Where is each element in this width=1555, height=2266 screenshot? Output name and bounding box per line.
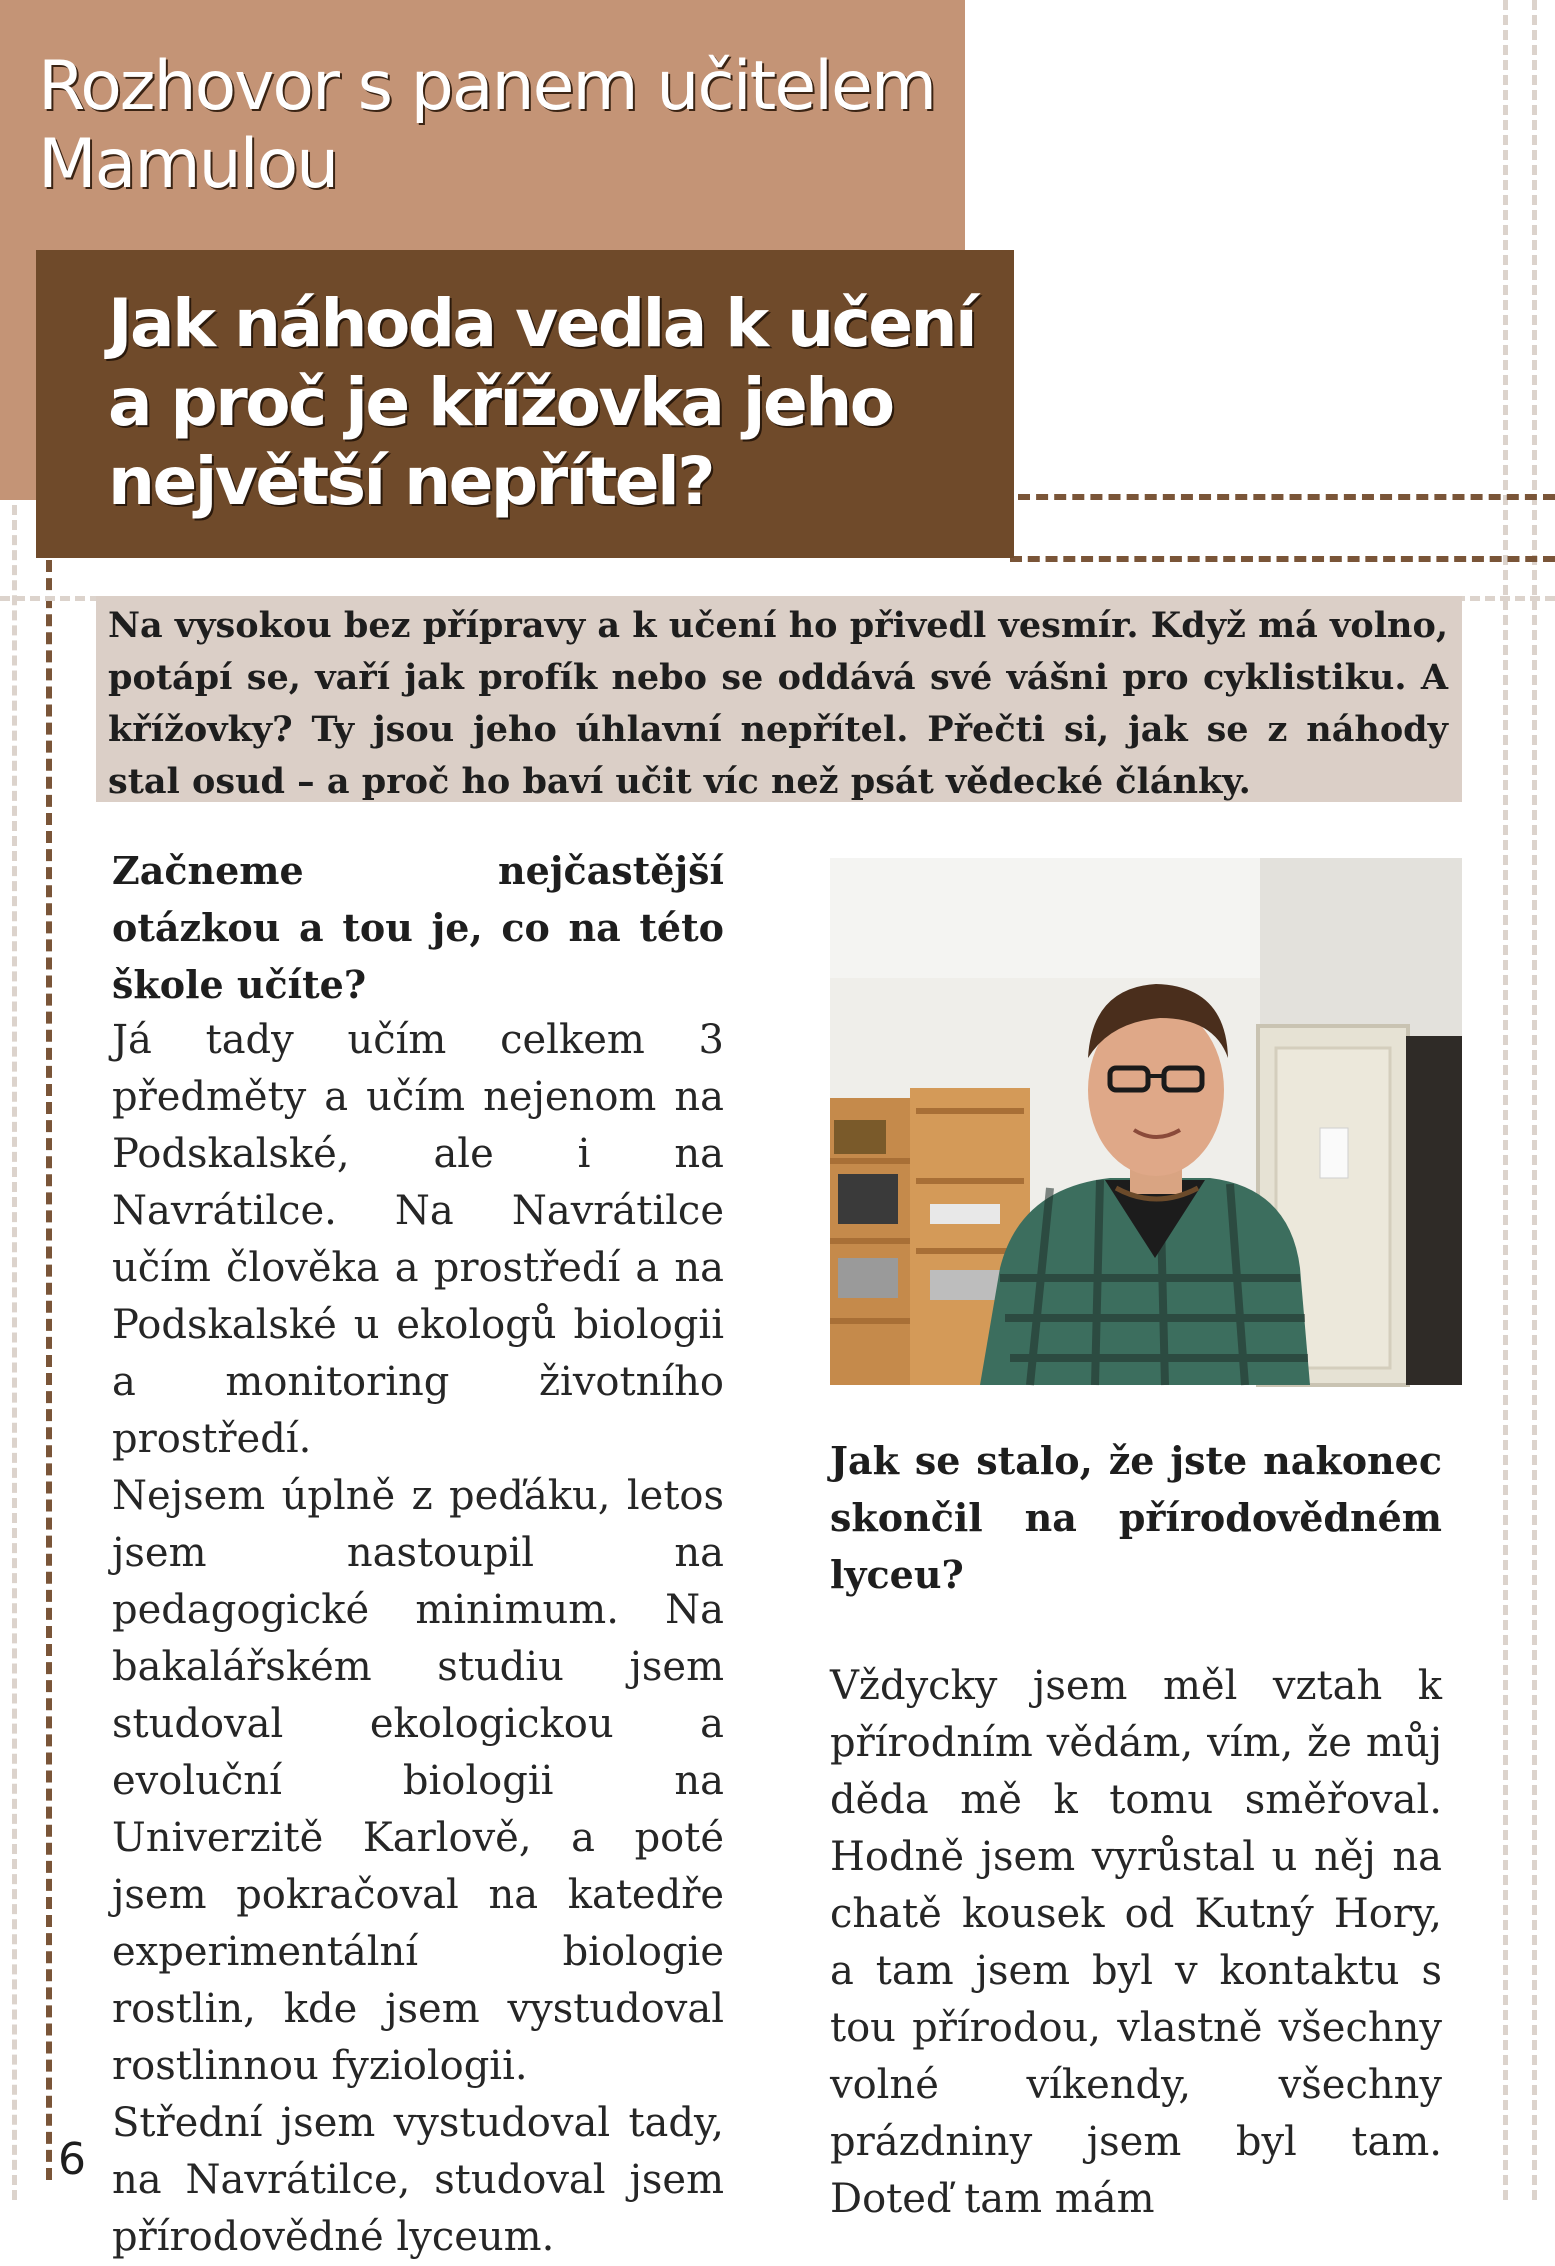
answer-1-paragraph-2: Nejsem úplně z peďáku, letos jsem nastoupil na pedagogické minimum. Na bakalářském studiu jsem studoval ekologickou a evoluční biologii na Univerzitě Karlově, a poté jsem pokračoval na katedře experimentální biologie rostlin, kde jsem vystudoval rostlinnou fyziologii. [112,1473,724,2089]
page-title: Rozhovor s panem učitelem Mamulou [38,47,936,204]
article-subtitle: Jak náhoda vedla k učení a proč je křížovka jeho největší nepřítel? [108,285,976,520]
question-1: Začneme nejčastější otázkou a tou je, co na této škole učíte? [112,848,724,1007]
dashed-line-top-dark [1010,556,1555,562]
answer-1-paragraph-3: Střední jsem vystudoval tady, na Navrátilce, studoval jsem přírodovědné lyceum. [112,2100,724,2260]
dashed-line-right-light-1 [1503,0,1508,2200]
dashed-line-left-dark [46,560,52,2180]
dashed-line-right-light-2 [1532,0,1537,2200]
page-number: 6 [58,2134,86,2185]
question-2: Jak se stalo, že jste nakonec skončil na přírodovědném lyceu? [830,1438,1442,1597]
answer-2: Vždycky jsem měl vztah k přírodním vědám, vím, že můj děda mě k tomu směřoval. Hodně jsem vyrůstal u něj na chatě kousek od Kutný Hory, a tam jsem byl v kontaktu s tou přírodou, vlastně všechny volné víkendy, všechny prázdniny jsem byl tam. Doteď tam mám [830,1663,1442,2222]
dashed-line-top-right-dark [1018,494,1555,500]
answer-1-paragraph-1: Já tady učím celkem 3 předměty a učím nejenom na Podskalské, ale i na Navrátilce. Na Navrátilce učím člověka a prostředí a na Podskalské u ekologů biologii a monitoring životního prostředí. [112,1017,724,1462]
teacher-photo [830,858,1462,1385]
lead-box [96,596,1462,802]
answer-1 [112,1012,724,2266]
dashed-line-left-light [12,505,17,2200]
lead-paragraph: Na vysokou bez přípravy a k učení ho přivedl vesmír. Když má volno, potápí se, vaří jak profík nebo se oddává své vášni pro cyklistiku. A křížovky? Ty jsou jeho úhlavní nepřítel. Přečti si, jak se z náhody stal osud – a proč ho baví učit víc než psát vědecké články. [108,605,1448,802]
left-margin-strip [0,500,36,2200]
subtitle-banner [36,250,1014,558]
